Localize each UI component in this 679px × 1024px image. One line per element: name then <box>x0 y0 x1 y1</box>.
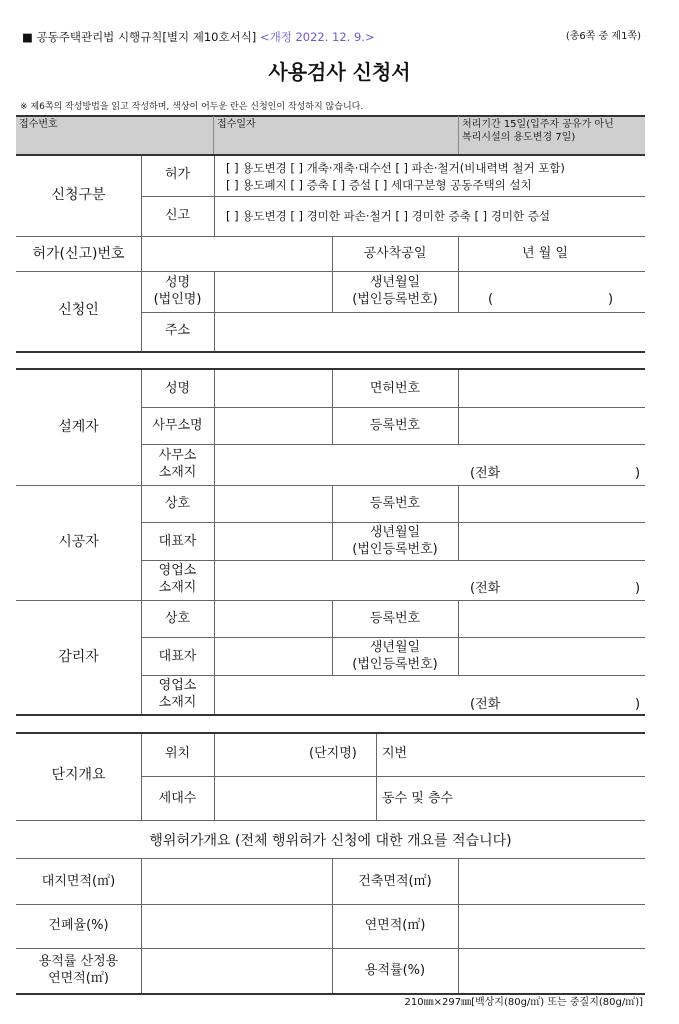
site-area-label: 대지면적(㎡) <box>41 874 116 889</box>
rule <box>141 560 645 561</box>
rule <box>458 601 459 675</box>
complex-buildings-label: 동수 및 층수 <box>382 791 454 806</box>
applicant-corp-number-label: (법인등록번호) <box>352 292 438 307</box>
category-report-label: 신고 <box>164 208 191 223</box>
contractor-corp-number-label: (법인등록번호) <box>352 542 438 557</box>
designer-phone-close: ) <box>635 466 641 481</box>
paren-close: ) <box>608 292 614 307</box>
law-reference <box>22 30 375 44</box>
building-area-label: 건축면적(㎡) <box>358 874 432 889</box>
receipt-date-label: 접수일자 <box>217 119 256 130</box>
category-report-options[interactable]: [ ] 용도변경 [ ] 경미한 파손·철거 [ ] 경미한 증축 [ ] 경미한 증설 <box>226 209 551 223</box>
supervisor-location-label-2: 소재지 <box>158 695 197 710</box>
paren-open: ( <box>488 292 494 307</box>
start-date-label: 공사착공일 <box>363 246 427 261</box>
rule <box>458 116 459 154</box>
rule <box>16 351 645 353</box>
supervisor-reg-label: 등록번호 <box>369 611 421 626</box>
law-reference-text: ■ 공동주택관리법 시행규칙[별지 제10호서식] <box>22 30 257 44</box>
rule <box>16 368 645 370</box>
far-area-label-1: 용적률 산정용 <box>38 954 119 969</box>
rule <box>458 237 459 271</box>
far-area-label-2: 연면적(㎡) <box>48 971 109 986</box>
complex-households-label: 세대수 <box>158 791 197 806</box>
rule <box>376 734 377 820</box>
contractor-phone-close: ) <box>635 581 641 596</box>
rule <box>16 485 645 486</box>
complex-label: 단지개요 <box>51 767 106 783</box>
rule <box>16 236 645 237</box>
rule <box>16 115 645 117</box>
applicant-address-label: 주소 <box>164 323 191 338</box>
start-date-field[interactable]: 년 월 일 <box>522 246 568 261</box>
category-permit-options-2[interactable]: [ ] 용도폐지 [ ] 증축 [ ] 증설 [ ] 세대구분형 공동주택의 설치 <box>226 178 532 192</box>
instruction-note: ※ 제6쪽의 작성방법을 읽고 작성하며, 색상이 어두운 란은 신청인이 작성하지 않습니다. <box>20 102 364 112</box>
rule <box>214 370 215 714</box>
rule <box>16 993 645 995</box>
rule <box>141 776 645 777</box>
receipt-number-label: 접수번호 <box>19 119 58 130</box>
rule <box>16 154 645 156</box>
supervisor-phone-open: (전화 <box>470 697 501 712</box>
complex-lot-label: 지번 <box>382 746 408 761</box>
contractor-trade-label: 상호 <box>164 496 191 511</box>
category-permit-label: 허가 <box>164 167 191 182</box>
rule <box>141 407 645 408</box>
category-permit-options-1[interactable]: [ ] 용도변경 [ ] 개축·재축·대수선 [ ] 파손·철거(비내력벽 철거 포함) <box>226 161 565 175</box>
designer-office-label: 사무소명 <box>152 418 203 433</box>
designer-label: 설계자 <box>58 419 99 435</box>
supervisor-phone-close: ) <box>635 697 641 712</box>
rule <box>141 859 142 994</box>
supervisor-trade-label: 상호 <box>164 611 191 626</box>
rule <box>16 714 645 716</box>
designer-location-label-2: 소재지 <box>158 465 197 480</box>
applicant-corp-name-label: (법인명) <box>153 292 202 307</box>
rule <box>141 237 142 271</box>
rule <box>141 196 645 197</box>
designer-license-label: 면허번호 <box>369 381 421 396</box>
floor-area-label: 연면적(㎡) <box>364 918 426 933</box>
supervisor-birth-label: 생년월일 <box>369 640 421 655</box>
page-title: 사용검사 신청서 <box>268 60 411 84</box>
revision-note: <개정 2022. 12. 9.> <box>259 30 375 44</box>
processing-period-line2: 복리시설의 용도변경 7일) <box>462 132 576 143</box>
rule <box>16 820 645 821</box>
designer-reg-label: 등록번호 <box>369 418 421 433</box>
paper-spec: 210㎜×297㎜[백상지(80g/㎡) 또는 중질지(80g/㎡)] <box>404 997 643 1008</box>
rule <box>458 486 459 560</box>
rule <box>16 858 645 859</box>
contractor-rep-label: 대표자 <box>158 534 197 549</box>
contractor-phone-open: (전화 <box>470 581 501 596</box>
rule <box>141 312 645 313</box>
supervisor-location-label-1: 영업소 <box>158 678 197 693</box>
designer-phone-open: (전화 <box>470 466 501 481</box>
category-label: 신청구분 <box>51 187 106 203</box>
contractor-reg-label: 등록번호 <box>369 496 421 511</box>
rule <box>16 600 645 601</box>
rule <box>141 522 645 523</box>
summary-heading: 행위허가개요 (전체 행위허가 신청에 대한 개요를 적습니다) <box>149 833 512 849</box>
rule <box>214 734 215 820</box>
rule <box>16 271 645 272</box>
applicant-birth-label: 생년월일 <box>369 275 421 290</box>
contractor-label: 시공자 <box>58 534 99 550</box>
rule <box>141 444 645 445</box>
page-info: (총6쪽 중 제1쪽) <box>565 31 641 42</box>
rule <box>141 675 645 676</box>
designer-name-label: 성명 <box>164 381 191 396</box>
supervisor-label: 감리자 <box>58 649 99 665</box>
rule <box>16 948 645 949</box>
contractor-location-label-2: 소재지 <box>158 580 197 595</box>
contractor-location-label-1: 영업소 <box>158 563 197 578</box>
rule <box>16 732 645 734</box>
processing-period-line1: 처리기간 15일(입주자 공유가 아닌 <box>462 119 614 130</box>
supervisor-rep-label: 대표자 <box>158 649 197 664</box>
designer-location-label-1: 사무소 <box>158 448 197 463</box>
rule <box>141 637 645 638</box>
supervisor-corp-number-label: (법인등록번호) <box>352 657 438 672</box>
permit-number-label: 허가(신고)번호 <box>32 246 125 262</box>
rule <box>458 859 459 994</box>
rule <box>458 272 459 312</box>
coverage-ratio-label: 건폐율(%) <box>48 918 109 933</box>
complex-name-label: (단지명) <box>309 746 357 761</box>
applicant-label: 신청인 <box>58 302 99 318</box>
applicant-name-label: 성명 <box>164 275 191 290</box>
rule <box>16 904 645 905</box>
contractor-birth-label: 생년월일 <box>369 525 421 540</box>
rule <box>213 116 214 154</box>
complex-location-label: 위치 <box>164 746 191 761</box>
far-label: 용적률(%) <box>364 963 426 978</box>
